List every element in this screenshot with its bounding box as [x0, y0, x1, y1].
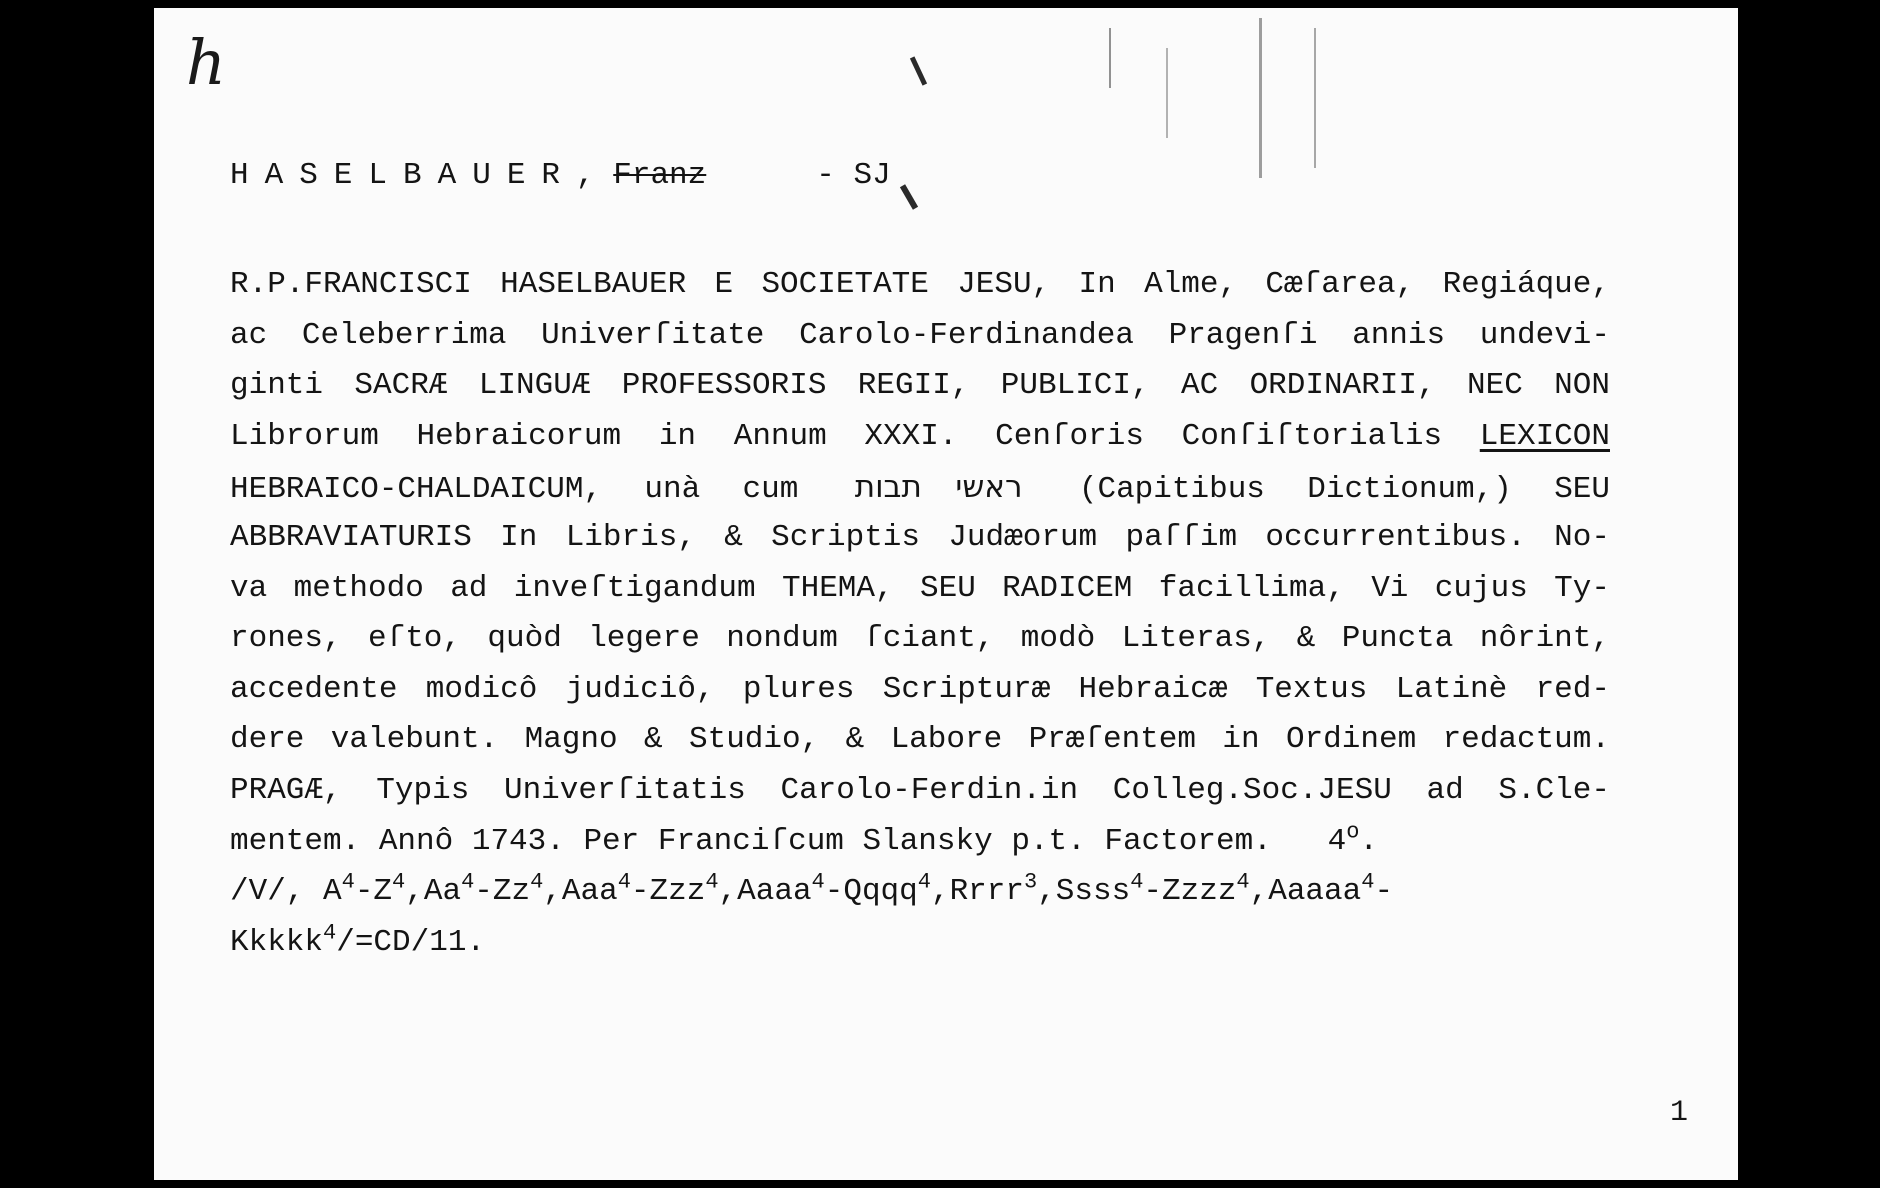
text-segment: -Zz [474, 874, 531, 910]
description-line [230, 260, 1610, 311]
description-line [230, 513, 1610, 564]
text-segment: ,Ssss [1037, 874, 1131, 910]
superscript-signature: 4 [1236, 869, 1250, 895]
superscript-signature: 4 [530, 869, 544, 895]
text-segment: -Z [354, 874, 393, 910]
ink-speck [1259, 18, 1262, 178]
text-segment: ginti SACRÆ LINGUÆ PROFESSORIS REGII, PUBLICI, AC ORDINARII, NEC NON [230, 368, 1610, 404]
text-segment: (Capitibus Dictionum,) SEU [1078, 472, 1611, 508]
text-segment: dere valebunt. Magno & Studio, & Labore Præſentem in Ordinem redactum. [230, 722, 1610, 758]
heading-comma: , [576, 158, 595, 193]
description-line [230, 462, 1610, 513]
text-segment: ABBRAVIATURIS In Libris, & Scriptis Judæorum paſſim occurrentibus. No- [230, 519, 1610, 555]
text-segment: ,Aaa [543, 874, 618, 910]
text-segment: ,Aaaa [718, 874, 812, 910]
text-segment: /=CD/11. [336, 924, 486, 960]
description-line [230, 361, 1610, 412]
superscript-signature: 4 [1361, 869, 1375, 895]
text-segment: -Zzzz [1143, 874, 1237, 910]
description-line [230, 766, 1610, 817]
catalog-card [154, 8, 1738, 1180]
author-given-name: Franz [613, 158, 707, 193]
bibliographic-description [230, 260, 1650, 968]
superscript-signature: 4 [705, 869, 719, 895]
superscript-signature: 3 [1023, 869, 1038, 895]
text-segment: rones, eſto, quòd legere nondum ſciant, modò Literas, & Puncta nôrint, [230, 621, 1610, 657]
superscript-signature: 4 [1130, 869, 1144, 895]
text-segment: . [1359, 823, 1378, 859]
text-segment: Librorum Hebraicorum in Annum XXXI. Cenſoris Conſiſtorialis [230, 418, 1480, 454]
ink-speck [1314, 28, 1316, 168]
text-segment: mentem. Annô 1743. Per Franciſcum Slansky p.t. Factorem. 4 [230, 823, 1347, 859]
text-segment: /V/, A [230, 874, 342, 910]
description-line [230, 918, 1610, 969]
description-line [230, 412, 1610, 463]
text-segment: ,Aaaaa [1249, 874, 1362, 910]
superscript-signature: 4 [811, 869, 825, 895]
religious-order: - SJ [816, 158, 891, 193]
description-line [230, 665, 1610, 716]
text-segment: PRAGÆ, Typis Univerſitatis Carolo-Ferdin.in Colleg.Soc.JESU ad S.Cle- [230, 772, 1610, 808]
superscript-signature: 4 [392, 869, 406, 895]
card-heading [230, 158, 891, 193]
text-segment: Kkkkk [230, 924, 324, 960]
text-segment: HEBRAICO-CHALDAICUM, unà cum [230, 472, 799, 508]
superscript-signature: o [1346, 819, 1360, 845]
description-line [230, 817, 1610, 868]
description-line [230, 564, 1610, 615]
superscript-signature: 4 [617, 869, 631, 895]
text-segment: ,Aa [405, 874, 462, 910]
text-segment: va methodo ad inveſtigandum THEMA, SEU RADICEM facillima, Vi cujus Ty- [230, 570, 1610, 606]
ink-speck [1109, 28, 1111, 88]
text-segment: - [1374, 874, 1394, 910]
text-segment: ,Rrrr [930, 874, 1024, 910]
text-segment: -Qqqq [824, 874, 918, 910]
description-line [230, 614, 1610, 665]
author-surname: HASELBAUER [230, 158, 577, 193]
card-number: 1 [1669, 1096, 1688, 1130]
superscript-signature: 4 [917, 869, 931, 895]
ink-speck [910, 56, 927, 85]
description-line [230, 311, 1610, 362]
superscript-signature: 4 [461, 869, 475, 895]
text-segment: R.P.FRANCISCI HASELBAUER E SOCIETATE JESU, In Alme, Cæſarea, Regiáque, [230, 267, 1610, 302]
description-line [230, 867, 1610, 918]
text-segment: -Zzz [630, 874, 706, 910]
superscript-signature: 4 [341, 869, 355, 895]
ink-speck [900, 184, 918, 210]
text-segment: ac Celeberrima Univerſitate Carolo-Ferdinandea Pragenſi annis undevi- [230, 317, 1610, 353]
text-segment: accedente modicô judiciô, plures Scripturæ Hebraicæ Textus Latinè red- [230, 671, 1610, 707]
superscript-signature: 4 [323, 920, 337, 946]
ink-speck [1166, 48, 1168, 138]
description-line [230, 715, 1610, 766]
hebrew-phrase: ראשי תבות [854, 469, 1023, 506]
underlined-title-word: LEXICON [1479, 418, 1610, 454]
handwritten-mark: h [186, 26, 226, 99]
